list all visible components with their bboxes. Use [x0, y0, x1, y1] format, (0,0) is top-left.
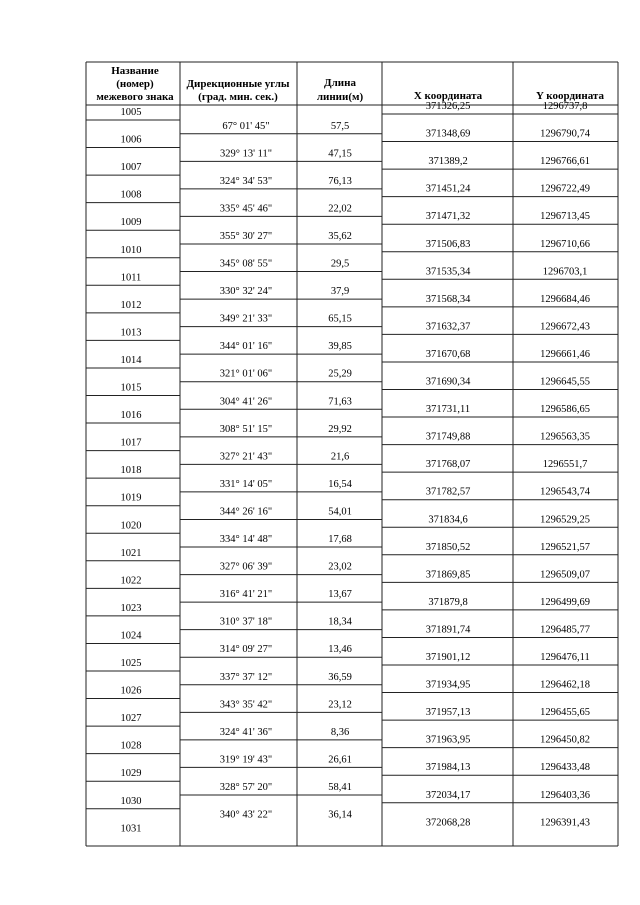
y-coordinate-cell: 1296703,1 — [542, 266, 588, 278]
y-coordinate-cell: 1296450,82 — [540, 734, 590, 746]
y-coordinate-cell: 1296645,55 — [540, 376, 590, 388]
x-coordinate-cell: 371568,34 — [425, 293, 471, 305]
header-length-line2: линии(м) — [316, 91, 364, 103]
x-coordinate-cell: 371963,95 — [425, 734, 471, 746]
x-coordinate-cell: 371834,6 — [428, 514, 468, 526]
y-coordinate-cell: 1296521,57 — [540, 541, 590, 553]
x-coordinate-cell: 371850,52 — [425, 541, 471, 553]
y-coordinate-cell: 1296684,46 — [540, 293, 590, 305]
line-length-cell: 29,5 — [330, 258, 350, 270]
direction-angle-cell: 334° 14' 48" — [219, 534, 273, 546]
direction-angle-cell: 304° 41' 26" — [219, 396, 273, 408]
x-coordinate-cell: 371782,57 — [425, 486, 471, 498]
table-header — [96, 65, 604, 103]
y-coordinate-cell: 1296509,07 — [540, 569, 590, 581]
y-coordinate-cell: 1296563,35 — [540, 431, 590, 443]
direction-angle-cell: 344° 01' 16" — [219, 341, 273, 353]
direction-angle-cell: 329° 13' 11" — [220, 148, 272, 160]
direction-angle-cell: 349° 21' 33" — [219, 313, 273, 325]
y-coordinate-cell: 1296586,65 — [540, 404, 590, 416]
direction-angle-cell: 316° 41' 21" — [219, 589, 273, 601]
point-name: 1013 — [120, 327, 142, 339]
x-coordinate-cell: 372068,28 — [425, 817, 471, 829]
point-name: 1005 — [120, 107, 142, 118]
line-length-cell: 35,62 — [328, 230, 352, 242]
direction-angle-cell: 337° 37' 12" — [219, 671, 273, 683]
line-length-cell: 17,68 — [328, 534, 352, 546]
x-coordinate-cell: 371326,25 — [425, 101, 471, 112]
direction-angle-cell: 340° 43' 22" — [219, 809, 273, 821]
x-coordinate-cell: 371389,2 — [428, 156, 468, 168]
y-coordinate-cell: 1296485,77 — [540, 624, 590, 636]
table-body — [121, 101, 591, 834]
point-name: 1015 — [120, 382, 142, 394]
direction-angle-cell: 343° 35' 42" — [219, 699, 273, 711]
y-coordinate-cell: 1296476,11 — [540, 652, 590, 663]
point-name: 1007 — [120, 162, 142, 174]
y-coordinate-cell: 1296403,36 — [540, 789, 590, 801]
point-name: 1024 — [120, 630, 142, 642]
point-name: 1018 — [120, 465, 142, 477]
y-coordinate-cell: 1296499,69 — [540, 596, 590, 608]
y-coordinate-cell: 1296543,74 — [540, 486, 590, 498]
direction-angle-cell: 314° 09' 27" — [219, 644, 273, 656]
line-length-cell: 58,41 — [328, 781, 352, 793]
x-coordinate-cell: 371632,37 — [425, 321, 471, 333]
line-length-cell: 36,59 — [328, 671, 352, 683]
x-coordinate-cell: 371957,13 — [425, 707, 471, 719]
line-length-cell: 36,14 — [328, 809, 352, 821]
line-length-cell: 47,15 — [328, 148, 352, 160]
direction-angle-cell: 345° 08' 55" — [219, 258, 273, 270]
line-length-cell: 25,29 — [328, 368, 352, 380]
point-name: 1009 — [120, 217, 142, 229]
direction-angle-cell: 327° 06' 39" — [219, 561, 273, 573]
y-coordinate-cell: 1296790,74 — [540, 128, 590, 140]
point-name: 1031 — [120, 823, 142, 835]
header-y-coordinate: Y координата — [536, 90, 604, 102]
point-name: 1023 — [120, 602, 142, 614]
header-name-line3: межевого знака — [96, 91, 174, 103]
point-name: 1006 — [120, 134, 142, 146]
header-x-coordinate: X координата — [413, 90, 483, 102]
point-name: 1028 — [120, 740, 142, 752]
direction-angle-cell: 310° 37' 18" — [219, 616, 273, 628]
direction-angle-cell: 324° 34' 53" — [219, 175, 273, 187]
point-name: 1020 — [120, 520, 142, 532]
point-name: 1014 — [120, 354, 142, 366]
header-name-line2: (номер) — [116, 78, 154, 90]
y-coordinate-cell: 1296661,46 — [540, 348, 590, 360]
y-coordinate-cell: 1296672,43 — [540, 321, 590, 333]
line-length-cell: 23,12 — [328, 699, 352, 711]
y-coordinate-cell: 1296551,7 — [542, 459, 588, 471]
direction-angle-cell: 67° 01' 45" — [222, 120, 270, 132]
point-name: 1019 — [120, 492, 142, 504]
point-name: 1029 — [120, 768, 142, 780]
y-coordinate-cell: 1296766,61 — [540, 156, 590, 168]
x-coordinate-cell: 371451,24 — [425, 183, 471, 195]
line-length-cell: 71,63 — [328, 396, 352, 408]
y-coordinate-cell: 1296737,8 — [542, 101, 588, 112]
point-name: 1016 — [120, 410, 142, 422]
line-length-cell: 54,01 — [328, 506, 352, 518]
y-coordinate-cell: 1296710,66 — [540, 238, 590, 250]
point-name: 1012 — [120, 299, 142, 311]
header-length-line1: Длина — [324, 77, 356, 89]
x-coordinate-cell: 371984,13 — [425, 762, 471, 774]
x-coordinate-cell: 371768,07 — [425, 459, 471, 471]
line-length-cell: 22,02 — [328, 203, 352, 215]
point-name: 1010 — [120, 244, 142, 256]
point-name: 1026 — [120, 685, 142, 697]
header-angle-line2: (град. мин. сек.) — [198, 91, 278, 103]
x-coordinate-cell: 371901,12 — [425, 652, 471, 663]
y-coordinate-cell: 1296722,49 — [540, 183, 590, 195]
point-name: 1027 — [120, 713, 142, 725]
direction-angle-cell: 344° 26' 16" — [219, 506, 273, 518]
x-coordinate-cell: 372034,17 — [425, 789, 471, 801]
point-name: 1008 — [120, 189, 142, 201]
direction-angle-cell: 328° 57' 20" — [219, 781, 273, 793]
direction-angle-cell: 330° 32' 24" — [219, 286, 273, 298]
y-coordinate-cell: 1296529,25 — [540, 514, 590, 526]
direction-angle-cell: 308° 51' 15" — [219, 423, 273, 435]
x-coordinate-cell: 371348,69 — [425, 128, 471, 140]
line-length-cell: 13,46 — [328, 644, 352, 656]
line-length-cell: 29,92 — [328, 423, 352, 435]
x-coordinate-cell: 371535,34 — [425, 266, 471, 278]
line-length-cell: 26,61 — [328, 754, 352, 766]
line-length-cell: 16,54 — [328, 478, 352, 490]
point-name: 1017 — [120, 437, 142, 449]
line-length-cell: 57,5 — [330, 120, 350, 132]
line-length-cell: 76,13 — [328, 175, 352, 187]
x-coordinate-cell: 371471,32 — [425, 211, 471, 223]
table-grid — [86, 62, 618, 846]
header-name-line1: Название — [111, 65, 159, 77]
line-length-cell: 23,02 — [328, 561, 352, 573]
x-coordinate-cell: 371670,68 — [425, 348, 471, 360]
x-coordinate-cell: 371891,74 — [425, 624, 471, 636]
y-coordinate-cell: 1296391,43 — [540, 817, 590, 829]
point-name: 1021 — [120, 547, 142, 559]
direction-angle-cell: 331° 14' 05" — [219, 478, 273, 490]
direction-angle-cell: 355° 30' 27" — [219, 230, 273, 242]
y-coordinate-cell: 1296433,48 — [540, 762, 590, 774]
x-coordinate-cell: 371749,88 — [425, 431, 471, 443]
y-coordinate-cell: 1296462,18 — [540, 679, 590, 691]
header-angle-line1: Дирекционные углы — [186, 78, 290, 90]
point-name: 1025 — [120, 658, 142, 669]
direction-angle-cell: 335° 45' 46" — [219, 203, 273, 215]
direction-angle-cell: 321° 01' 06" — [219, 368, 273, 380]
line-length-cell: 13,67 — [328, 589, 352, 601]
line-length-cell: 39,85 — [328, 341, 352, 353]
point-name: 1030 — [120, 795, 142, 807]
line-length-cell: 21,6 — [330, 451, 350, 463]
x-coordinate-cell: 371879,8 — [428, 596, 468, 608]
line-length-cell: 37,9 — [330, 286, 350, 298]
line-length-cell: 65,15 — [328, 313, 352, 325]
x-coordinate-cell: 371506,83 — [425, 238, 471, 250]
direction-angle-cell: 327° 21' 43" — [219, 451, 273, 463]
direction-angle-cell: 324° 41' 36" — [219, 726, 273, 738]
x-coordinate-cell: 371690,34 — [425, 376, 471, 388]
y-coordinate-cell: 1296713,45 — [540, 211, 590, 223]
line-length-cell: 8,36 — [330, 726, 350, 738]
direction-angle-cell: 319° 19' 43" — [219, 754, 273, 766]
y-coordinate-cell: 1296455,65 — [540, 707, 590, 719]
x-coordinate-cell: 371934,95 — [425, 679, 471, 691]
line-length-cell: 18,34 — [328, 616, 352, 628]
point-name: 1011 — [120, 272, 142, 284]
x-coordinate-cell: 371869,85 — [425, 569, 471, 581]
x-coordinate-cell: 371731,11 — [425, 404, 471, 416]
point-name: 1022 — [120, 575, 142, 587]
